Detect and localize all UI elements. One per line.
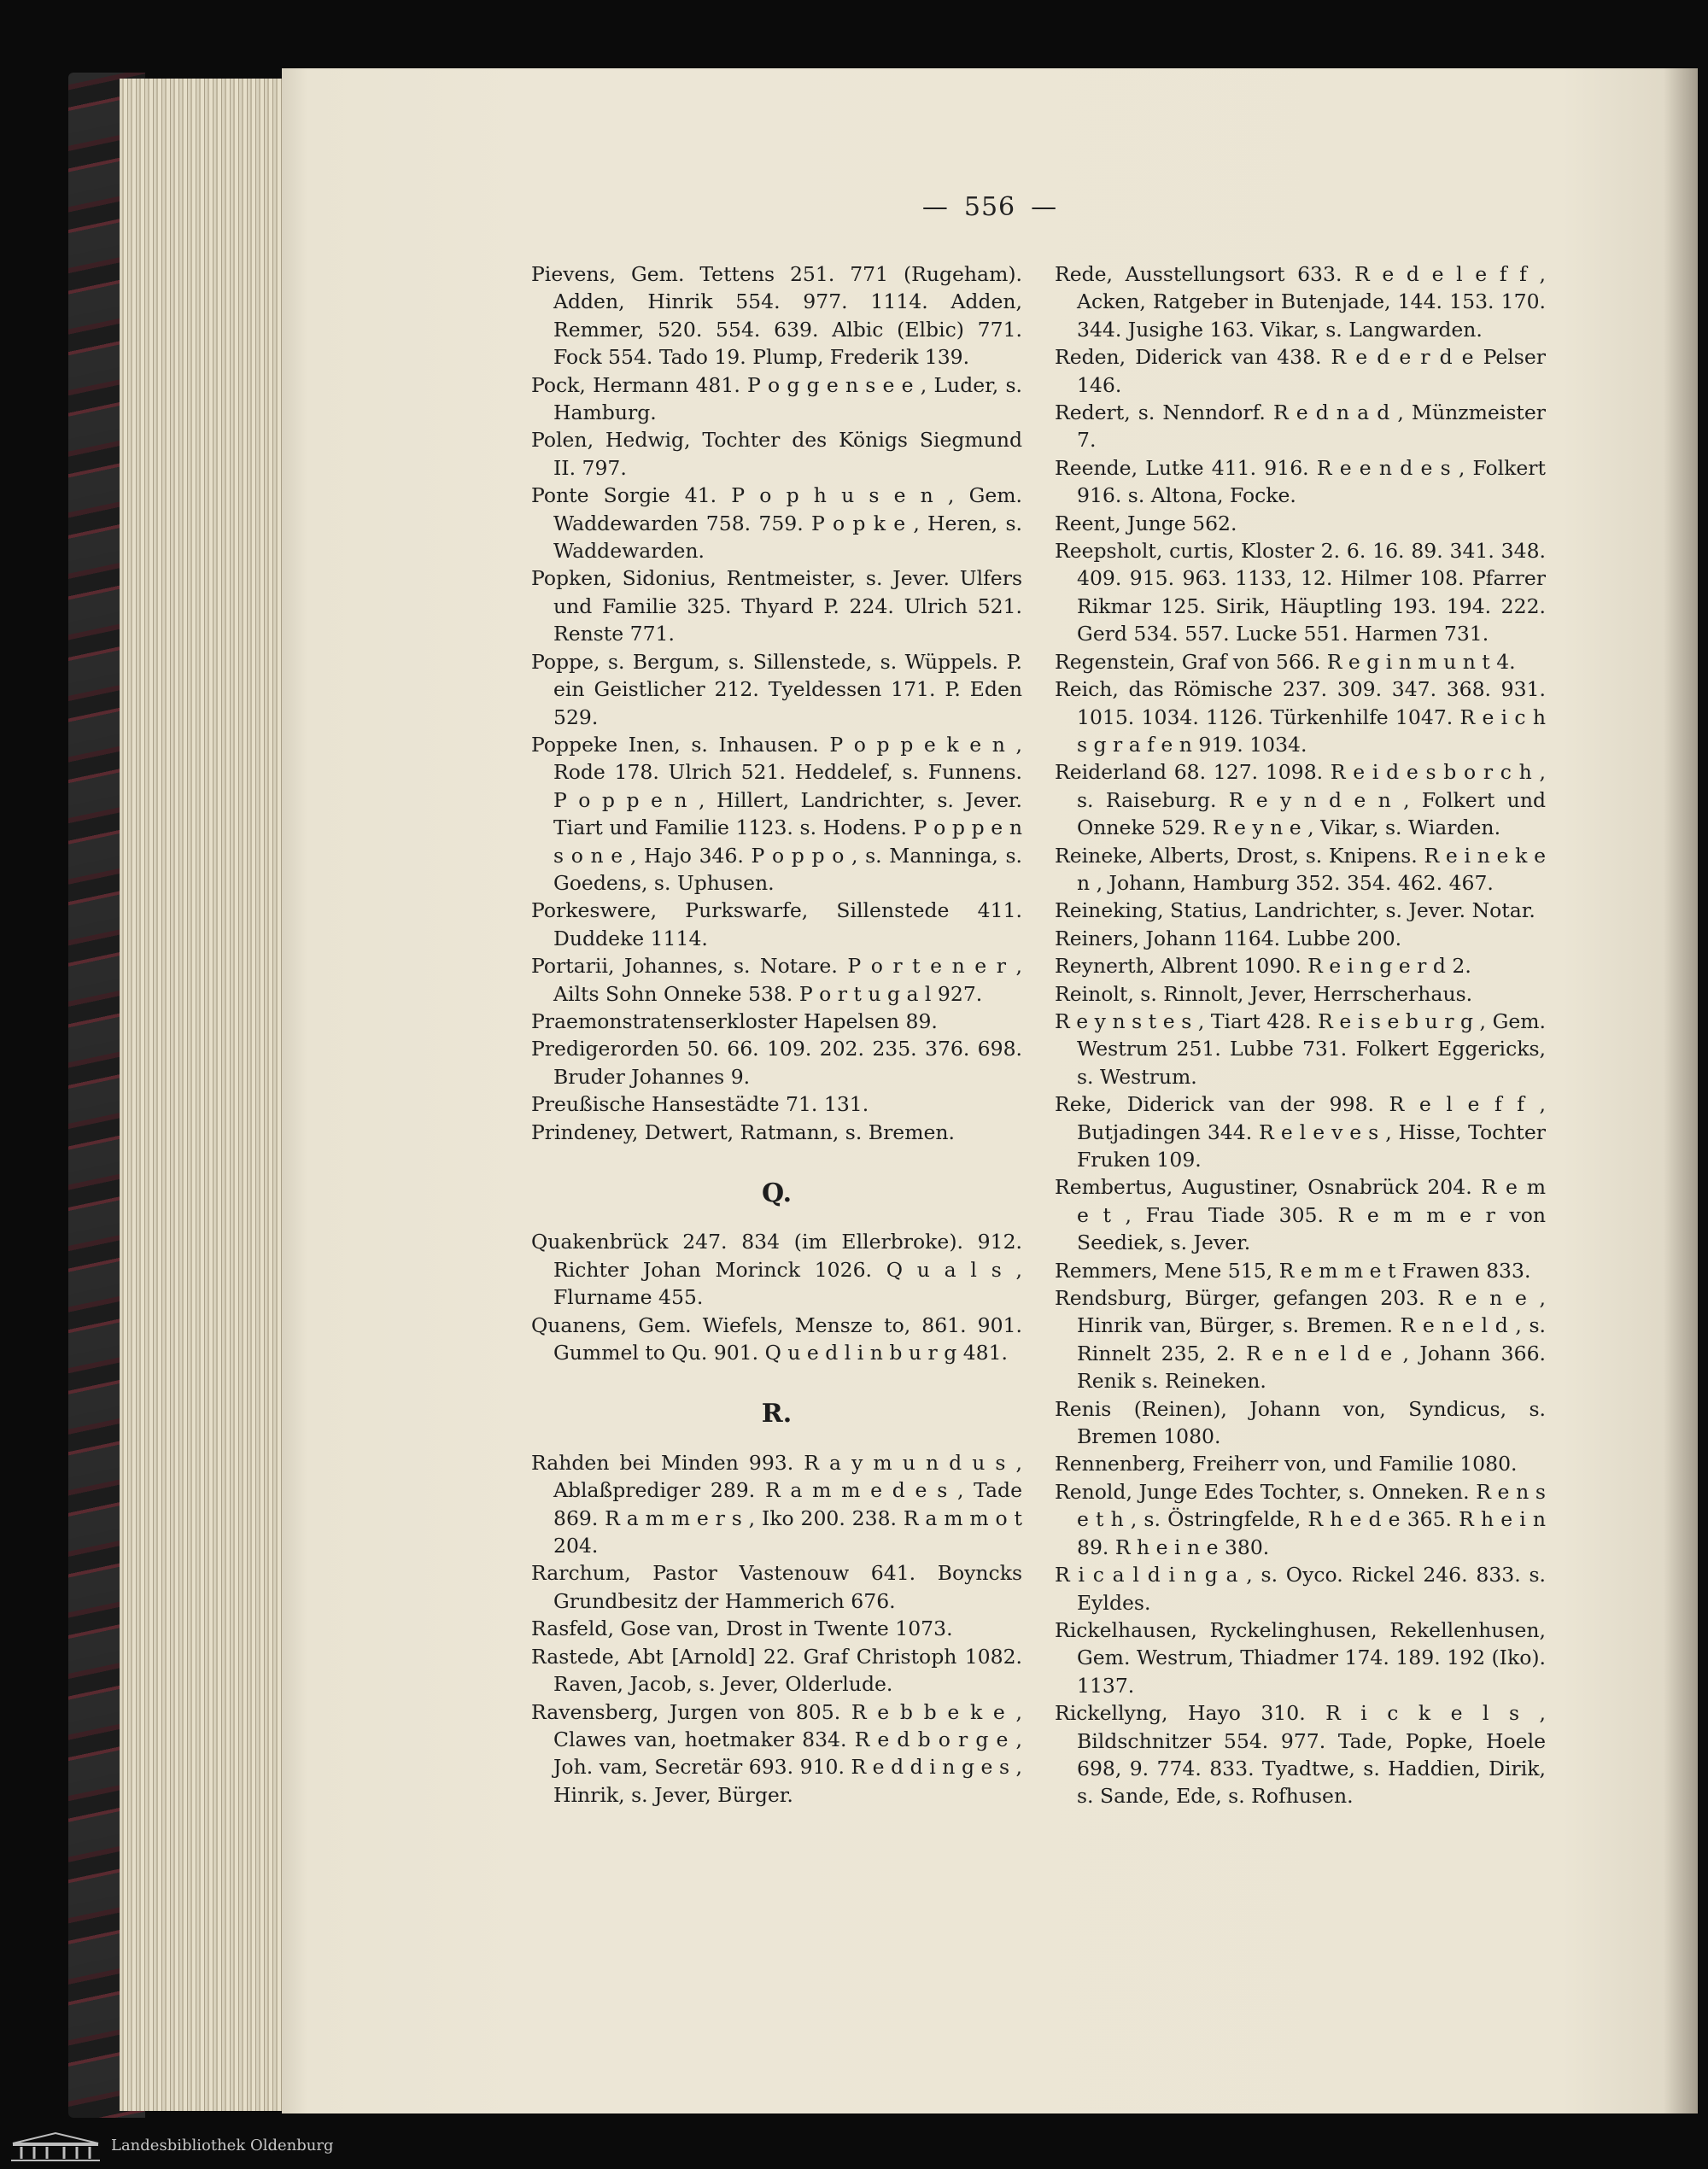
index-entry: Reent, Junge 562.: [1055, 511, 1237, 535]
index-entry: Rickellyng, Hayo 310. R i c k e l s , Bildschnitzer 554. 977. Tade, Popke, Hoele 698, 9. 774. 833. Tyadtwe, s. Haddien, Dirik, s. Sande, Ede, s. Rofhusen.: [1055, 1701, 1546, 1809]
index-entry: Ravensberg, Jurgen von 805. R e b b e k e , Clawes van, hoetmaker 834. R e d b o r g e , Joh. vam, Secretär 693. 910. R e d d i n g e s , Hinrik, s. Jever, Bürger.: [531, 1699, 1022, 1807]
index-entry: Reepsholt, curtis, Kloster 2. 6. 16. 89. 341. 348. 409. 915. 963. 1133, 12. Hilmer 108. Pfarrer Rikmar 125. Sirik, Häuptling 193. 194. 222. Gerd 534. 557. Lucke 551. Harmen 731.: [1055, 539, 1546, 646]
index-entry: Remmers, Mene 515, R e m m e t Frawen 833.: [1055, 1258, 1531, 1283]
index-entry: Rahden bei Minden 993. R a y m u n d u s , Ablaßprediger 289. R a m m e d e s , Tade 869. R a m m e r s , Iko 200. 238. R a m m o t 204.: [531, 1450, 1022, 1558]
index-entry: Reke, Diderick van der 998. R e l e f f , Butjadingen 344. R e l e v e s , Hisse, Tochter Fruken 109.: [1055, 1092, 1546, 1172]
index-entry: Renold, Junge Edes Tochter, s. Onneken. R e n s e t h , s. Östringfelde, R h e d e 365. R h e i n 89. R h e i n e 380.: [1055, 1479, 1546, 1559]
index-entry: Rede, Ausstellungsort 633. R e d e l e f f , Acken, Ratgeber in Butenjade, 144. 153. 170. 344. Jusighe 163. Vikar, s. Langwarden.: [1055, 262, 1546, 342]
page-number-dash-right: —: [1031, 192, 1058, 222]
section-heading-r: R.: [761, 1399, 793, 1429]
page-number: 556: [963, 192, 1016, 222]
index-entry: Predigerorden 50. 66. 109. 202. 235. 376. 698. Bruder Johannes 9.: [531, 1037, 1022, 1089]
index-entry: Renis (Reinen), Johann von, Syndicus, s. Bremen 1080.: [1055, 1396, 1546, 1449]
index-entry: Rastede, Abt [Arnold] 22. Graf Christoph 1082. Raven, Jacob, s. Jever, Olderlude.: [531, 1644, 1022, 1697]
index-entry: Porkeswere, Purkswarfe, Sillenstede 411. Duddeke 1114.: [531, 898, 1022, 950]
page-gutter-shadow: [1664, 68, 1698, 2113]
left-column: [531, 260, 1022, 1809]
index-entry: Regenstein, Graf von 566. R e g i n m u n t 4.: [1055, 649, 1516, 674]
index-entry: Polen, Hedwig, Tochter des Königs Siegmund II. 797.: [531, 428, 1022, 480]
index-entry: Redert, s. Nenndorf. R e d n a d , Münzmeister 7.: [1055, 400, 1546, 453]
index-entry: Rendsburg, Bürger, gefangen 203. R e n e , Hinrik van, Bürger, s. Bremen. R e n e l d , s. Rinnelt 235, 2. R e n e l d e , Johann 366. Renik s. Reineken.: [1055, 1286, 1546, 1394]
index-entry: Popken, Sidonius, Rentmeister, s. Jever. Ulfers und Familie 325. Thyard P. 224. Ulrich 521. Renste 771.: [531, 566, 1022, 646]
section-heading-q: Q.: [761, 1178, 793, 1208]
index-entry: Rennenberg, Freiherr von, und Familie 1080.: [1055, 1452, 1518, 1476]
index-entry: Reineke, Alberts, Drost, s. Knipens. R e i n e k e n , Johann, Hamburg 352. 354. 462. 467.: [1055, 843, 1546, 895]
index-entry: Ponte Sorgie 41. P o p h u s e n , Gem. Waddewarden 758. 759. P o p k e , Heren, s. Waddewarden.: [531, 483, 1022, 564]
index-entry: Reinolt, s. Rinnolt, Jever, Herrscherhaus.: [1055, 981, 1473, 1006]
index-entry: Rembertus, Augustiner, Osnabrück 204. R e m e t , Frau Tiade 305. R e m m e r von Seediek, s. Jever.: [1055, 1175, 1546, 1255]
index-entry: R i c a l d i n g a , s. Oyco. Rickel 246. 833. s. Eyldes.: [1055, 1563, 1546, 1615]
library-building-icon: [9, 2131, 102, 2162]
index-entry: Rickelhausen, Ryckelinghusen, Rekellenhusen, Gem. Westrum, Thiadmer 174. 189. 192 (Iko). 1137.: [1055, 1617, 1546, 1698]
index-entry: R e y n s t e s , Tiart 428. R e i s e b u r g , Gem. Westrum 251. Lubbe 731. Folkert Eggericks, s. Westrum.: [1055, 1008, 1546, 1089]
entries-p: [531, 260, 1022, 1146]
index-entry: Poppeke Inen, s. Inhausen. P o p p e k e n , Rode 178. Ulrich 521. Heddelef, s. Funnens. P o p p e n , Hillert, Landrichter, s. Jever. Tiart und Familie 1123. s. Hodens. P o p p e n s o n e , Hajo 346. P o p p o , s. Manninga, s. Goedens, s. Uphusen.: [531, 732, 1022, 895]
book-page: [282, 68, 1698, 2113]
index-entry: Reende, Lutke 411. 916. R e e n d e s , Folkert 916. s. Altona, Focke.: [1055, 455, 1546, 508]
entries-q: [531, 1228, 1022, 1366]
index-entry: Reden, Diderick van 438. R e d e r d e Pelser 146.: [1055, 345, 1546, 397]
footer-bar: [0, 2125, 1708, 2169]
index-entry: Pock, Hermann 481. P o g g e n s e e , Luder, s. Hamburg.: [531, 372, 1022, 425]
page-number-dash-left: —: [921, 192, 949, 222]
right-column: [1055, 260, 1546, 1810]
page-edges: [120, 79, 290, 2111]
index-entry: Quakenbrück 247. 834 (im Ellerbroke). 912. Richter Johan Morinck 1026. Q u a l s , Flurname 455.: [531, 1230, 1022, 1310]
index-entry: Prindeney, Detwert, Ratmann, s. Bremen.: [531, 1120, 956, 1144]
index-entry: Preußische Hansestädte 71. 131.: [531, 1092, 869, 1117]
index-entry: Reiners, Johann 1164. Lubbe 200.: [1055, 926, 1402, 950]
index-entry: Reich, das Römische 237. 309. 347. 368. 931. 1015. 1034. 1126. Türkenhilfe 1047. R e i c h s g r a f e n 919. 1034.: [1055, 677, 1546, 757]
index-entry: Reynerth, Albrent 1090. R e i n g e r d 2.: [1055, 954, 1471, 979]
index-entry: Quanens, Gem. Wiefels, Mensze to, 861. 901. Gummel to Qu. 901. Q u e d l i n b u r g 481.: [531, 1313, 1022, 1365]
index-entry: Reiderland 68. 127. 1098. R e i d e s b o r c h , s. Raiseburg. R e y n d e n , Folkert und Onneke 529. R e y n e , Vikar, s. Wiarden.: [1055, 760, 1546, 840]
index-entry: Rarchum, Pastor Vastenouw 641. Boyncks Grundbesitz der Hammerich 676.: [531, 1561, 1022, 1613]
index-entry: Reineking, Statius, Landrichter, s. Jever. Notar.: [1055, 898, 1535, 923]
index-entry: Portarii, Johannes, s. Notare. P o r t e n e r , Ailts Sohn Onneke 538. P o r t u g a l 927.: [531, 954, 1022, 1006]
index-entry: Poppe, s. Bergum, s. Sillenstede, s. Wüppels. P. ein Geistlicher 212. Tyeldessen 171. P. Eden 529.: [531, 649, 1022, 729]
index-entry: Rasfeld, Gose van, Drost in Twente 1073.: [531, 1617, 953, 1641]
page-number-header: [282, 192, 1698, 222]
entries-r: [531, 1449, 1022, 1809]
index-entry: Praemonstratenserkloster Hapelsen 89.: [531, 1008, 938, 1033]
index-entry: Pievens, Gem. Tettens 251. 771 (Rugeham). Adden, Hinrik 554. 977. 1114. Adden, Remmer, 520. 554. 639. Albic (Elbic) 771. Fock 554. Tado 19. Plump, Frederik 139.: [531, 262, 1022, 370]
library-name: Landesbibliothek Oldenburg: [111, 2137, 334, 2154]
